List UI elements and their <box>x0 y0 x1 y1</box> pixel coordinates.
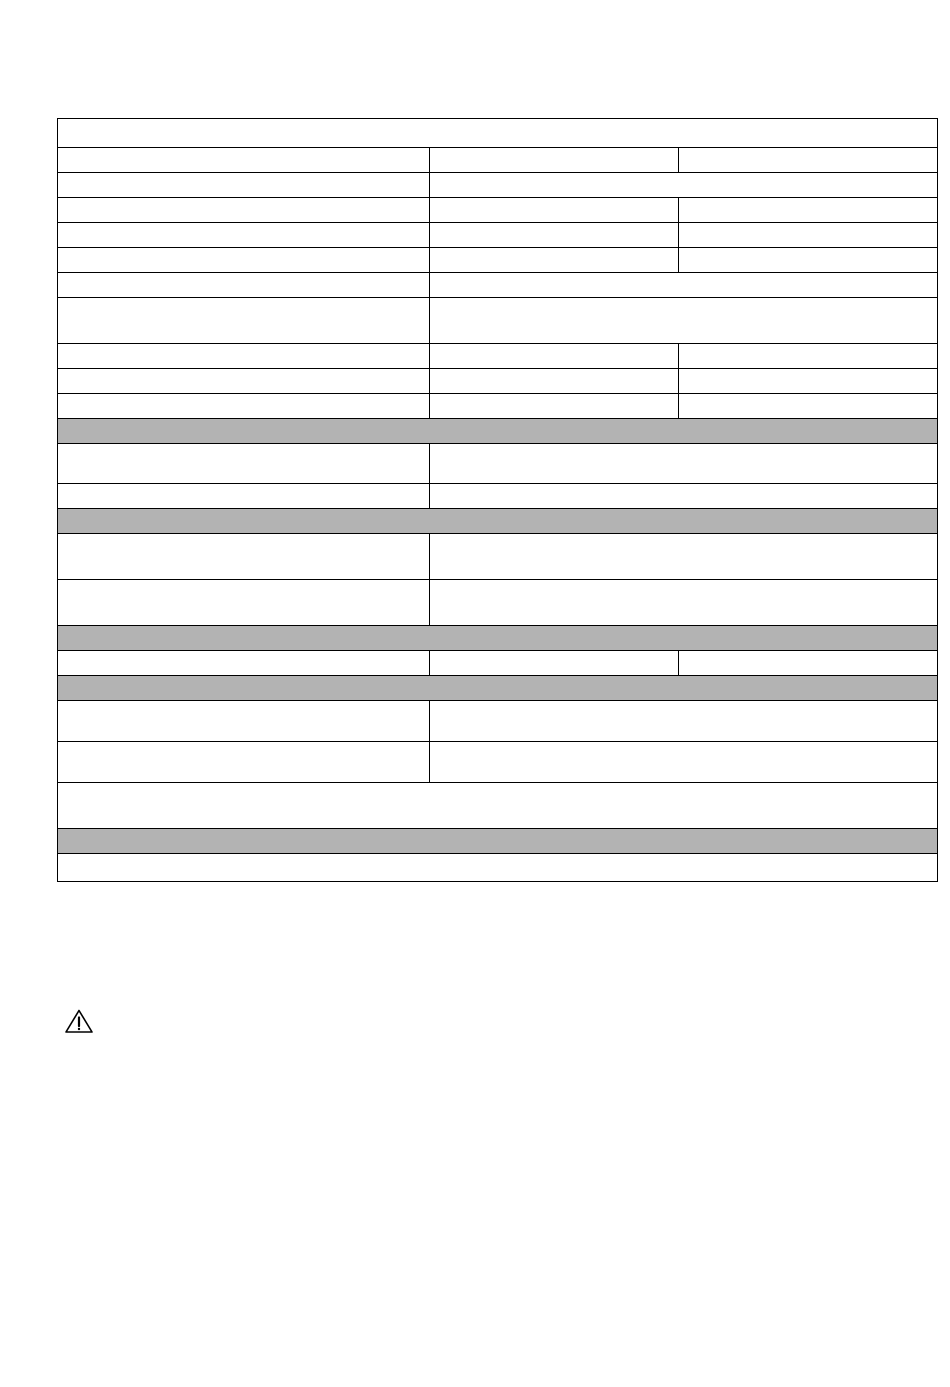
spec-label-cell <box>58 444 430 484</box>
spec-value-cell <box>430 651 679 676</box>
table-row <box>58 394 938 419</box>
spec-value-cell <box>430 148 679 173</box>
section-header-cell <box>58 829 938 854</box>
table-row <box>58 534 938 580</box>
spec-label-cell <box>58 394 430 419</box>
spec-value-cell <box>430 742 938 783</box>
table-row <box>58 701 938 742</box>
spec-value-cell <box>679 651 938 676</box>
spec-label-cell <box>58 198 430 223</box>
table-row <box>58 444 938 484</box>
table-row <box>58 651 938 676</box>
spec-value-cell <box>430 344 679 369</box>
specifications-table <box>57 118 938 882</box>
spec-value-cell <box>679 344 938 369</box>
section-header-cell <box>58 509 938 534</box>
section-header-cell <box>58 676 938 701</box>
table-row <box>58 783 938 829</box>
section-header-cell <box>58 419 938 444</box>
spec-value-cell <box>430 701 938 742</box>
spec-value-cell <box>679 148 938 173</box>
table-row <box>58 173 938 198</box>
spec-label-cell <box>58 534 430 580</box>
spec-label-cell <box>58 580 430 626</box>
spec-label-cell <box>58 148 430 173</box>
spec-value-cell <box>430 173 938 198</box>
spec-value-cell <box>679 198 938 223</box>
spec-label-cell <box>58 173 430 198</box>
spec-value-cell <box>430 369 679 394</box>
section-header-row <box>58 419 938 444</box>
spec-value-cell <box>679 223 938 248</box>
section-header-row <box>58 626 938 651</box>
table-row <box>58 223 938 248</box>
table-row <box>58 198 938 223</box>
section-header-row <box>58 676 938 701</box>
section-header-row <box>58 829 938 854</box>
spec-value-cell <box>430 198 679 223</box>
spec-value-cell <box>430 223 679 248</box>
table-row <box>58 484 938 509</box>
spec-value-cell <box>679 369 938 394</box>
table-header-row <box>58 119 938 148</box>
spec-value-cell <box>430 394 679 419</box>
table-row <box>58 248 938 273</box>
table-row <box>58 369 938 394</box>
table-row <box>58 273 938 298</box>
spec-value-cell <box>430 534 938 580</box>
spec-value-cell <box>430 298 938 344</box>
spec-value-cell <box>430 273 938 298</box>
spec-value-cell <box>430 484 938 509</box>
spec-label-cell <box>58 369 430 394</box>
spec-value-cell <box>679 248 938 273</box>
table-row <box>58 854 938 882</box>
table-row <box>58 742 938 783</box>
spec-label-cell <box>58 484 430 509</box>
spec-label-cell <box>58 298 430 344</box>
table-row <box>58 344 938 369</box>
spec-label-cell <box>58 651 430 676</box>
section-header-row <box>58 509 938 534</box>
spec-label-cell <box>58 344 430 369</box>
spec-label-cell <box>58 701 430 742</box>
table-row <box>58 298 938 344</box>
spec-label-cell <box>58 273 430 298</box>
spec-value-cell <box>430 444 938 484</box>
note-cell <box>58 783 938 829</box>
table-row <box>58 148 938 173</box>
spec-value-cell <box>679 394 938 419</box>
table-title-cell <box>58 119 938 148</box>
spec-label-cell <box>58 248 430 273</box>
spec-label-cell <box>58 223 430 248</box>
section-header-cell <box>58 626 938 651</box>
spec-value-cell <box>430 248 679 273</box>
table-row <box>58 580 938 626</box>
warning-triangle-icon <box>64 1008 94 1034</box>
note-cell <box>58 854 938 882</box>
spec-value-cell <box>430 580 938 626</box>
spec-label-cell <box>58 742 430 783</box>
